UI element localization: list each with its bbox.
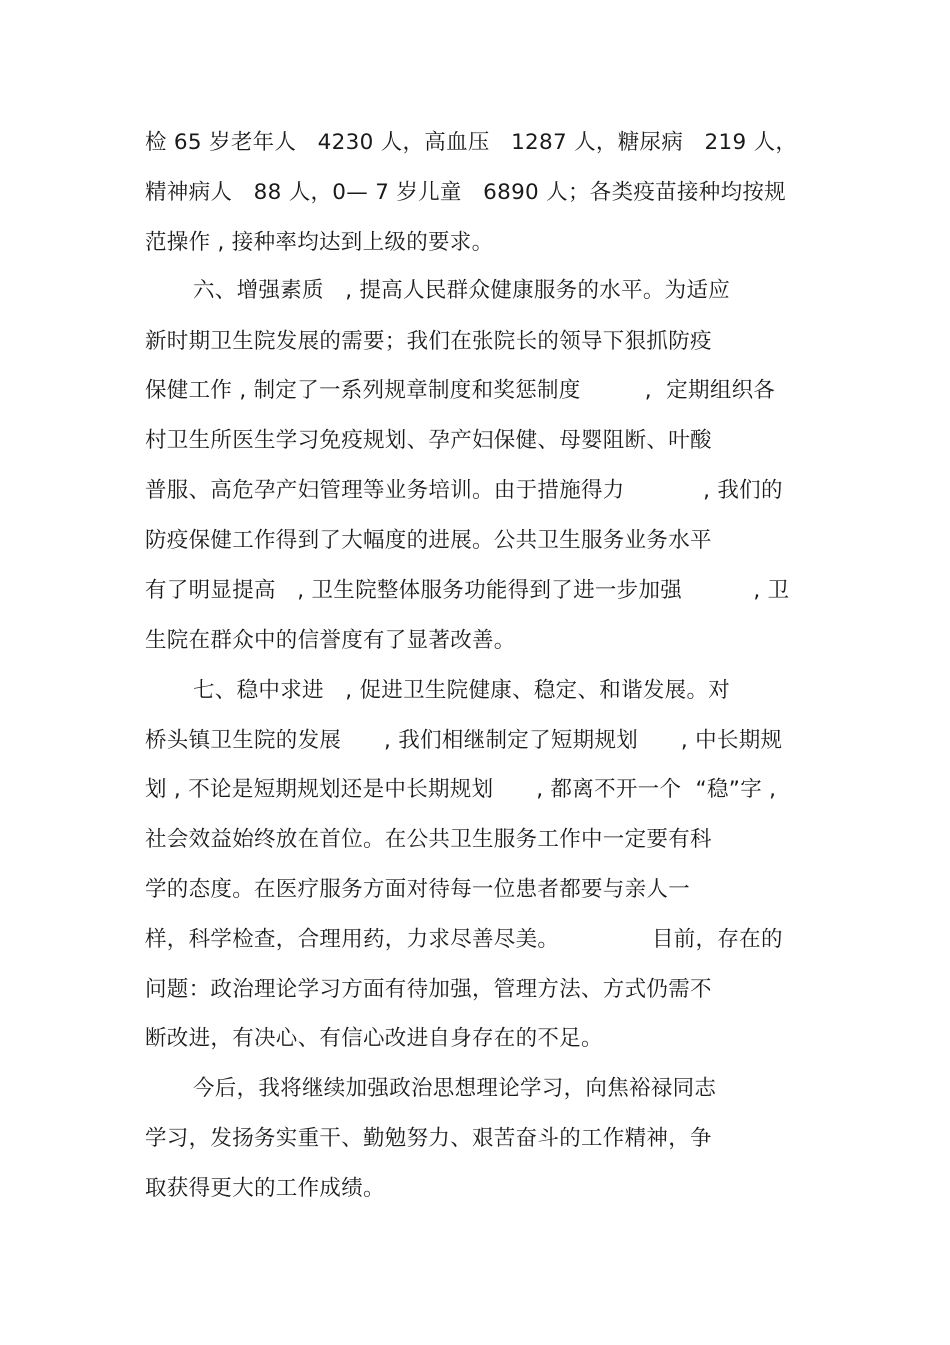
- text-line: 样，科学检查，合理用药，力求尽善尽美。 目前，存在的: [145, 927, 783, 952]
- text-line: 新时期卫生院发展的需要；我们在张院长的领导下狠抓防疫: [145, 329, 712, 354]
- text-line: 断改进，有决心、有信心改进自身存在的不足。: [145, 1026, 603, 1051]
- text-line: 取获得更大的工作成绩。: [145, 1176, 385, 1201]
- paragraph-first-line: 六、增强素质 , 提高人民群众健康服务的水平。为适应: [193, 278, 731, 303]
- text-line: 精神病人 88 人，0— 7 岁儿童 6890 人；各类疫苗接种均按规: [145, 180, 786, 205]
- text-line: 有了明显提高 , 卫生院整体服务功能得到了进一步加强 , 卫: [145, 578, 790, 603]
- text-line: 范操作 , 接种率均达到上级的要求。: [145, 230, 494, 255]
- text-line: 生院在群众中的信誉度有了显著改善。: [145, 628, 516, 653]
- text-line: 社会效益始终放在首位。在公共卫生服务工作中一定要有科: [145, 827, 712, 852]
- text-line: 普服、高危孕产妇管理等业务培训。由于措施得力 , 我们的: [145, 478, 783, 503]
- paragraph-first-line: 七、稳中求进 , 促进卫生院健康、稳定、和谐发展。对: [193, 678, 731, 703]
- text-line: 桥头镇卫生院的发展 , 我们相继制定了短期规划 , 中长期规: [145, 728, 783, 753]
- text-line: 检 65 岁老年人 4230 人，高血压 1287 人，糖尿病 219 人，: [145, 130, 798, 155]
- text-line: 划 , 不论是短期规划还是中长期规划 , 都离不开一个 “稳”字 ,: [145, 777, 777, 802]
- text-line: 学习，发扬务实重干、勤勉努力、艰苦奋斗的工作精神，争: [145, 1126, 712, 1151]
- text-line: 保健工作 , 制定了一系列规章制度和奖惩制度 , 定期组织各: [145, 378, 776, 403]
- paragraph-first-line: 今后，我将继续加强政治思想理论学习，向焦裕禄同志: [193, 1076, 717, 1101]
- text-line: 村卫生所医生学习免疫规划、孕产妇保健、母婴阻断、叶酸: [145, 428, 712, 453]
- text-line: 学的态度。在医疗服务方面对待每一位患者都要与亲人一: [145, 877, 691, 902]
- text-line: 防疫保健工作得到了大幅度的进展。公共卫生服务业务水平: [145, 528, 712, 553]
- text-line: 问题：政治理论学习方面有待加强，管理方法、方式仍需不: [145, 977, 712, 1002]
